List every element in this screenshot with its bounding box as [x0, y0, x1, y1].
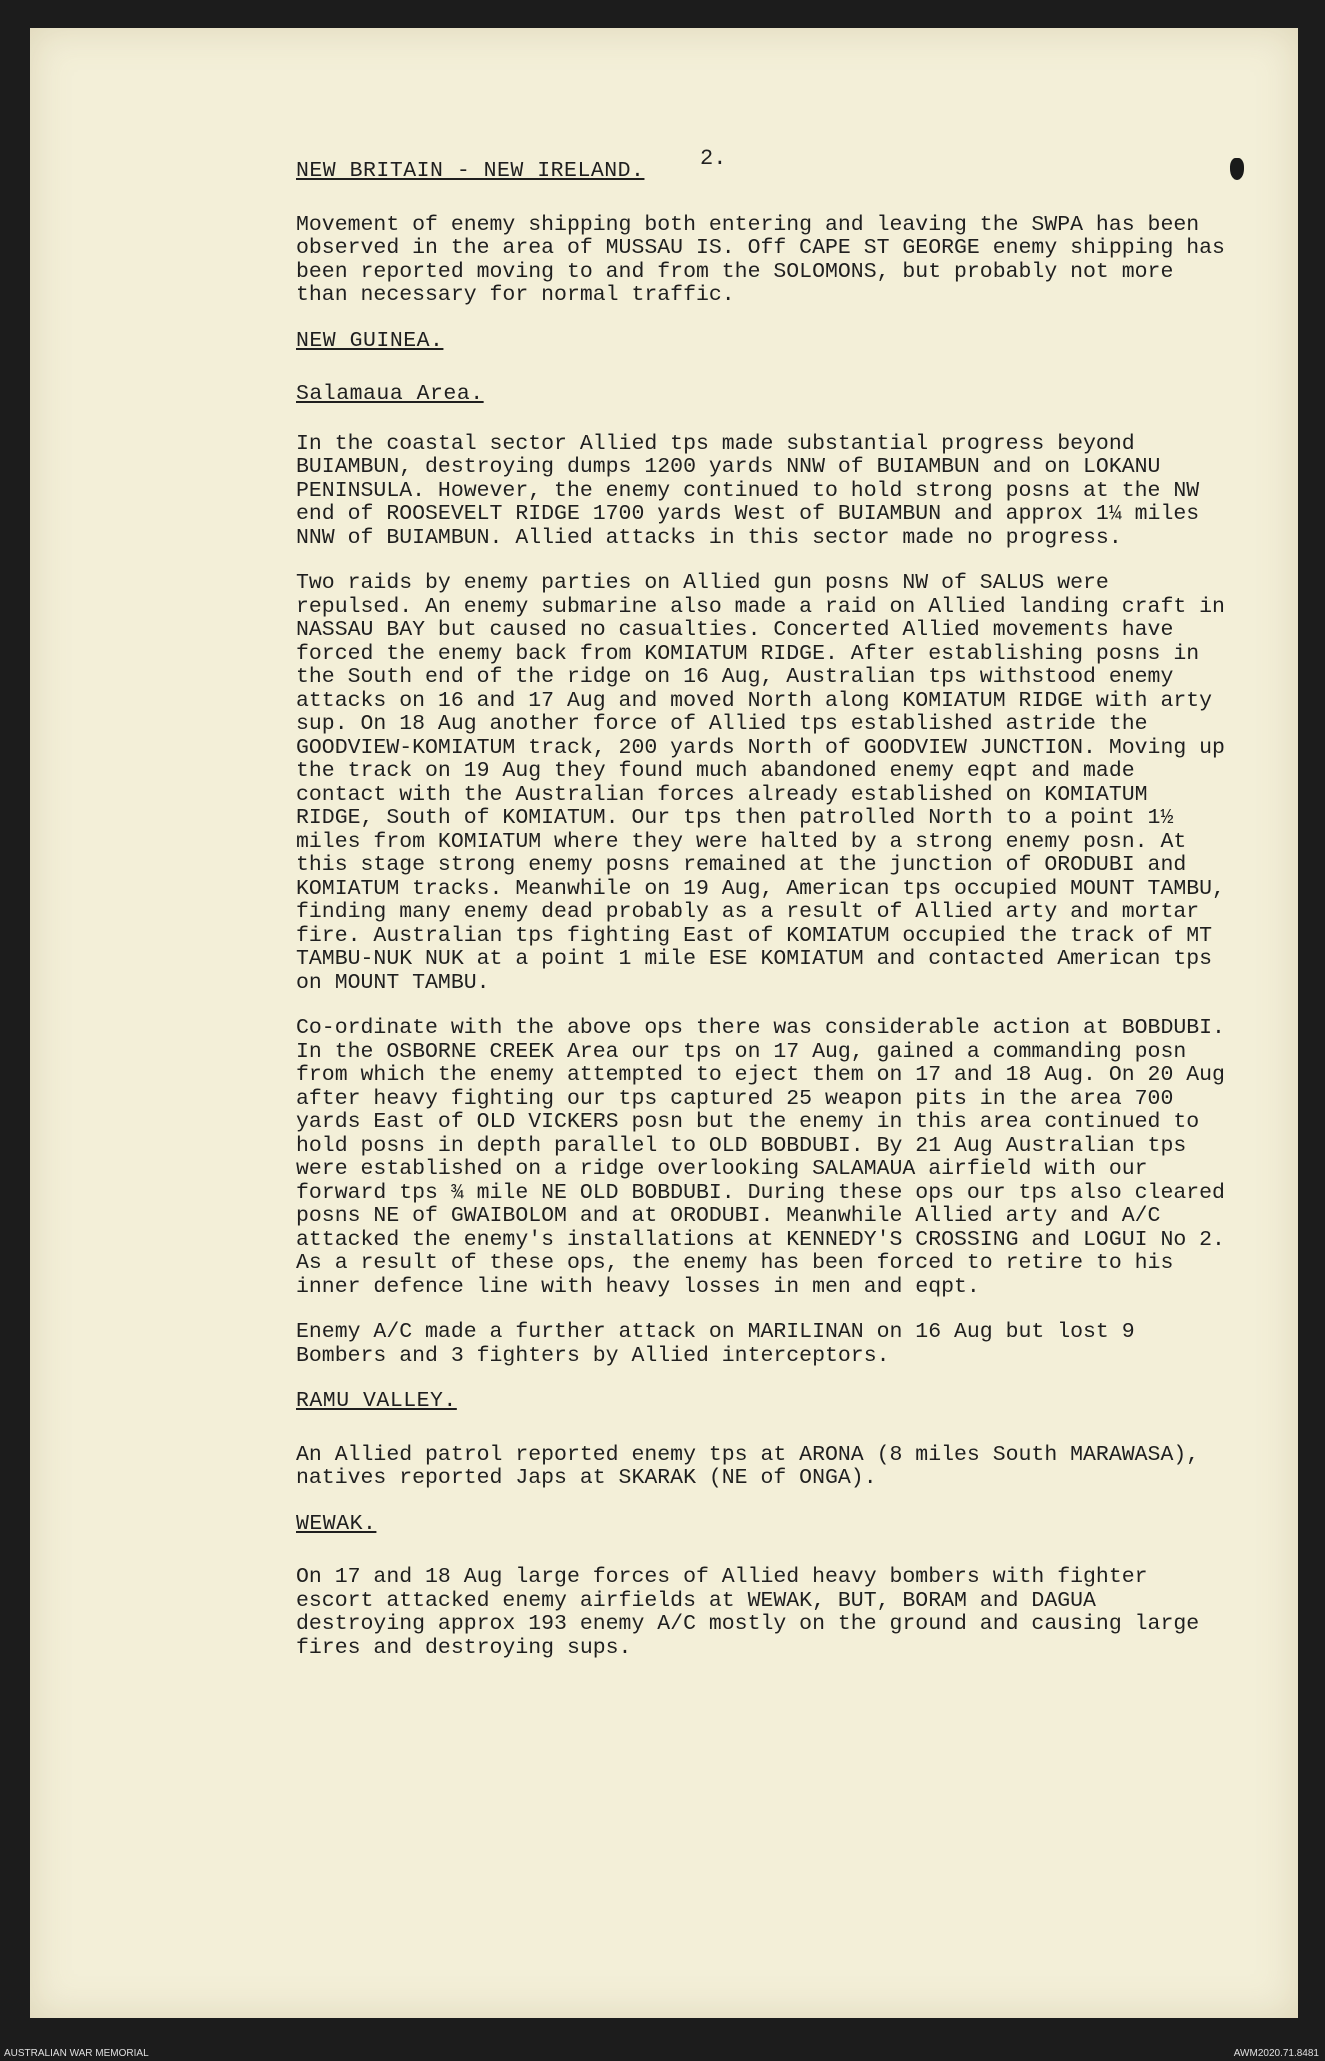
footer-accession-number: AWM2020.71.8481 [1233, 2048, 1319, 2059]
document-body [296, 160, 1226, 1682]
section-new-guinea [296, 330, 1226, 1369]
paragraph: Enemy A/C made a further attack on MARILINAN on 16 Aug but lost 9 Bombers and 3 fighters by Allied interceptors. [296, 1320, 1135, 1368]
section-heading: NEW GUINEA. [296, 328, 444, 353]
page-number: 2. [700, 146, 727, 171]
section-wewak [296, 1513, 1226, 1661]
paragraph: Co-ordinate with the above ops there was considerable action at BOBDUBI. In the OSBORNE CREEK Area our tps on 17 Aug, gained a commanding posn from which the enemy attempted to eject them on 17 and 18 Aug. On 20 Aug after heavy fighting our tps captured 25 weapon pits in the area 700 yards East of OLD VICKERS posn but the enemy in this area continued to hold posns in depth parallel to OLD BOBDUBI. By 21 Aug Australian tps were established on a ridge overlooking SALAMAUA airfield with our forward tps ¾ mile NE OLD BOBDUBI. During these ops our tps also cleared posns NE of GWAIBOLOM and at ORODUBI. Meanwhile Allied arty and A/C attacked the enemy's installations at KENNEDY'S CROSSING and LOGUI No 2. As a result of these ops, the enemy has been forced to retire to his inner defence line with heavy losses in men and eqpt. [296, 1016, 1225, 1299]
footer-institution: AUSTRALIAN WAR MEMORIAL [4, 2048, 149, 2059]
section-heading: NEW BRITAIN - NEW IRELAND. [296, 159, 645, 183]
paragraph: Movement of enemy shipping both entering and leaving the SWPA has been observed in the area of MUSSAU IS. Off CAPE ST GEORGE enemy shipping has been reported moving to and from the SOLOMONS, but probably not more than necessary for normal traffic. [296, 212, 1225, 307]
paragraph: In the coastal sector Allied tps made substantial progress beyond BUIAMBUN, destroying dumps 1200 yards NNW of BUIAMBUN and on LOKANU PENINSULA. However, the enemy continued to hold strong posns at the NW end of ROOSEVELT RIDGE 1700 yards West of BUIAMBUN and approx 1¼ miles NNW of BUIAMBUN. Allied attacks in this sector made no progress. [296, 431, 1200, 550]
paragraph: An Allied patrol reported enemy tps at ARONA (8 miles South MARAWASA), natives reported Japs at SKARAK (NE of ONGA). [296, 1442, 1200, 1490]
paragraph: On 17 and 18 Aug large forces of Allied heavy bombers with fighter escort attacked enemy airfields at WEWAK, BUT, BORAM and DAGUA destroying approx 193 enemy A/C mostly on the ground and causing large fires and destroying sups. [296, 1565, 1200, 1660]
paragraph: Two raids by enemy parties on Allied gun posns NW of SALUS were repulsed. An enemy submarine also made a raid on Allied landing craft in NASSAU BAY but caused no casualties. Concerted Allied movements have forced the enemy back from KOMIATUM RIDGE. After establishing posns in the South end of the ridge on 16 Aug, Australian tps withstood enemy attacks on 16 and 17 Aug and moved North along KOMIATUM RIDGE with arty sup. On 18 Aug another force of Allied tps established astride the GOODVIEW-KOMIATUM track, 200 yards North of GOODVIEW JUNCTION. Moving up the track on 19 Aug they found much abandoned enemy eqpt and made contact with the Australian forces already established on KOMIATUM RIDGE, South of KOMIATUM. Our tps then patrolled North to a point 1½ miles from KOMIATUM where they were halted by a strong enemy posn. At this stage strong enemy posns remained at the junction of ORODUBI and KOMIATUM tracks. Meanwhile on 19 Aug, American tps occupied MOUNT TAMBU, finding many enemy dead probably as a result of Allied arty and mortar fire. Australian tps fighting East of KOMIATUM occupied the track of MT TAMBU-NUK NUK at a point 1 mile ESE KOMIATUM and contacted American tps on MOUNT TAMBU. [296, 571, 1225, 995]
section-heading: RAMU VALLEY. [296, 1389, 457, 1413]
punch-hole [1230, 158, 1244, 180]
section-ramu-valley [296, 1390, 1226, 1491]
section-new-britain [296, 160, 1226, 308]
archive-footer [0, 2046, 1325, 2061]
section-heading: WEWAK. [296, 1511, 377, 1536]
sub-heading: Salamaua Area. [296, 382, 484, 406]
